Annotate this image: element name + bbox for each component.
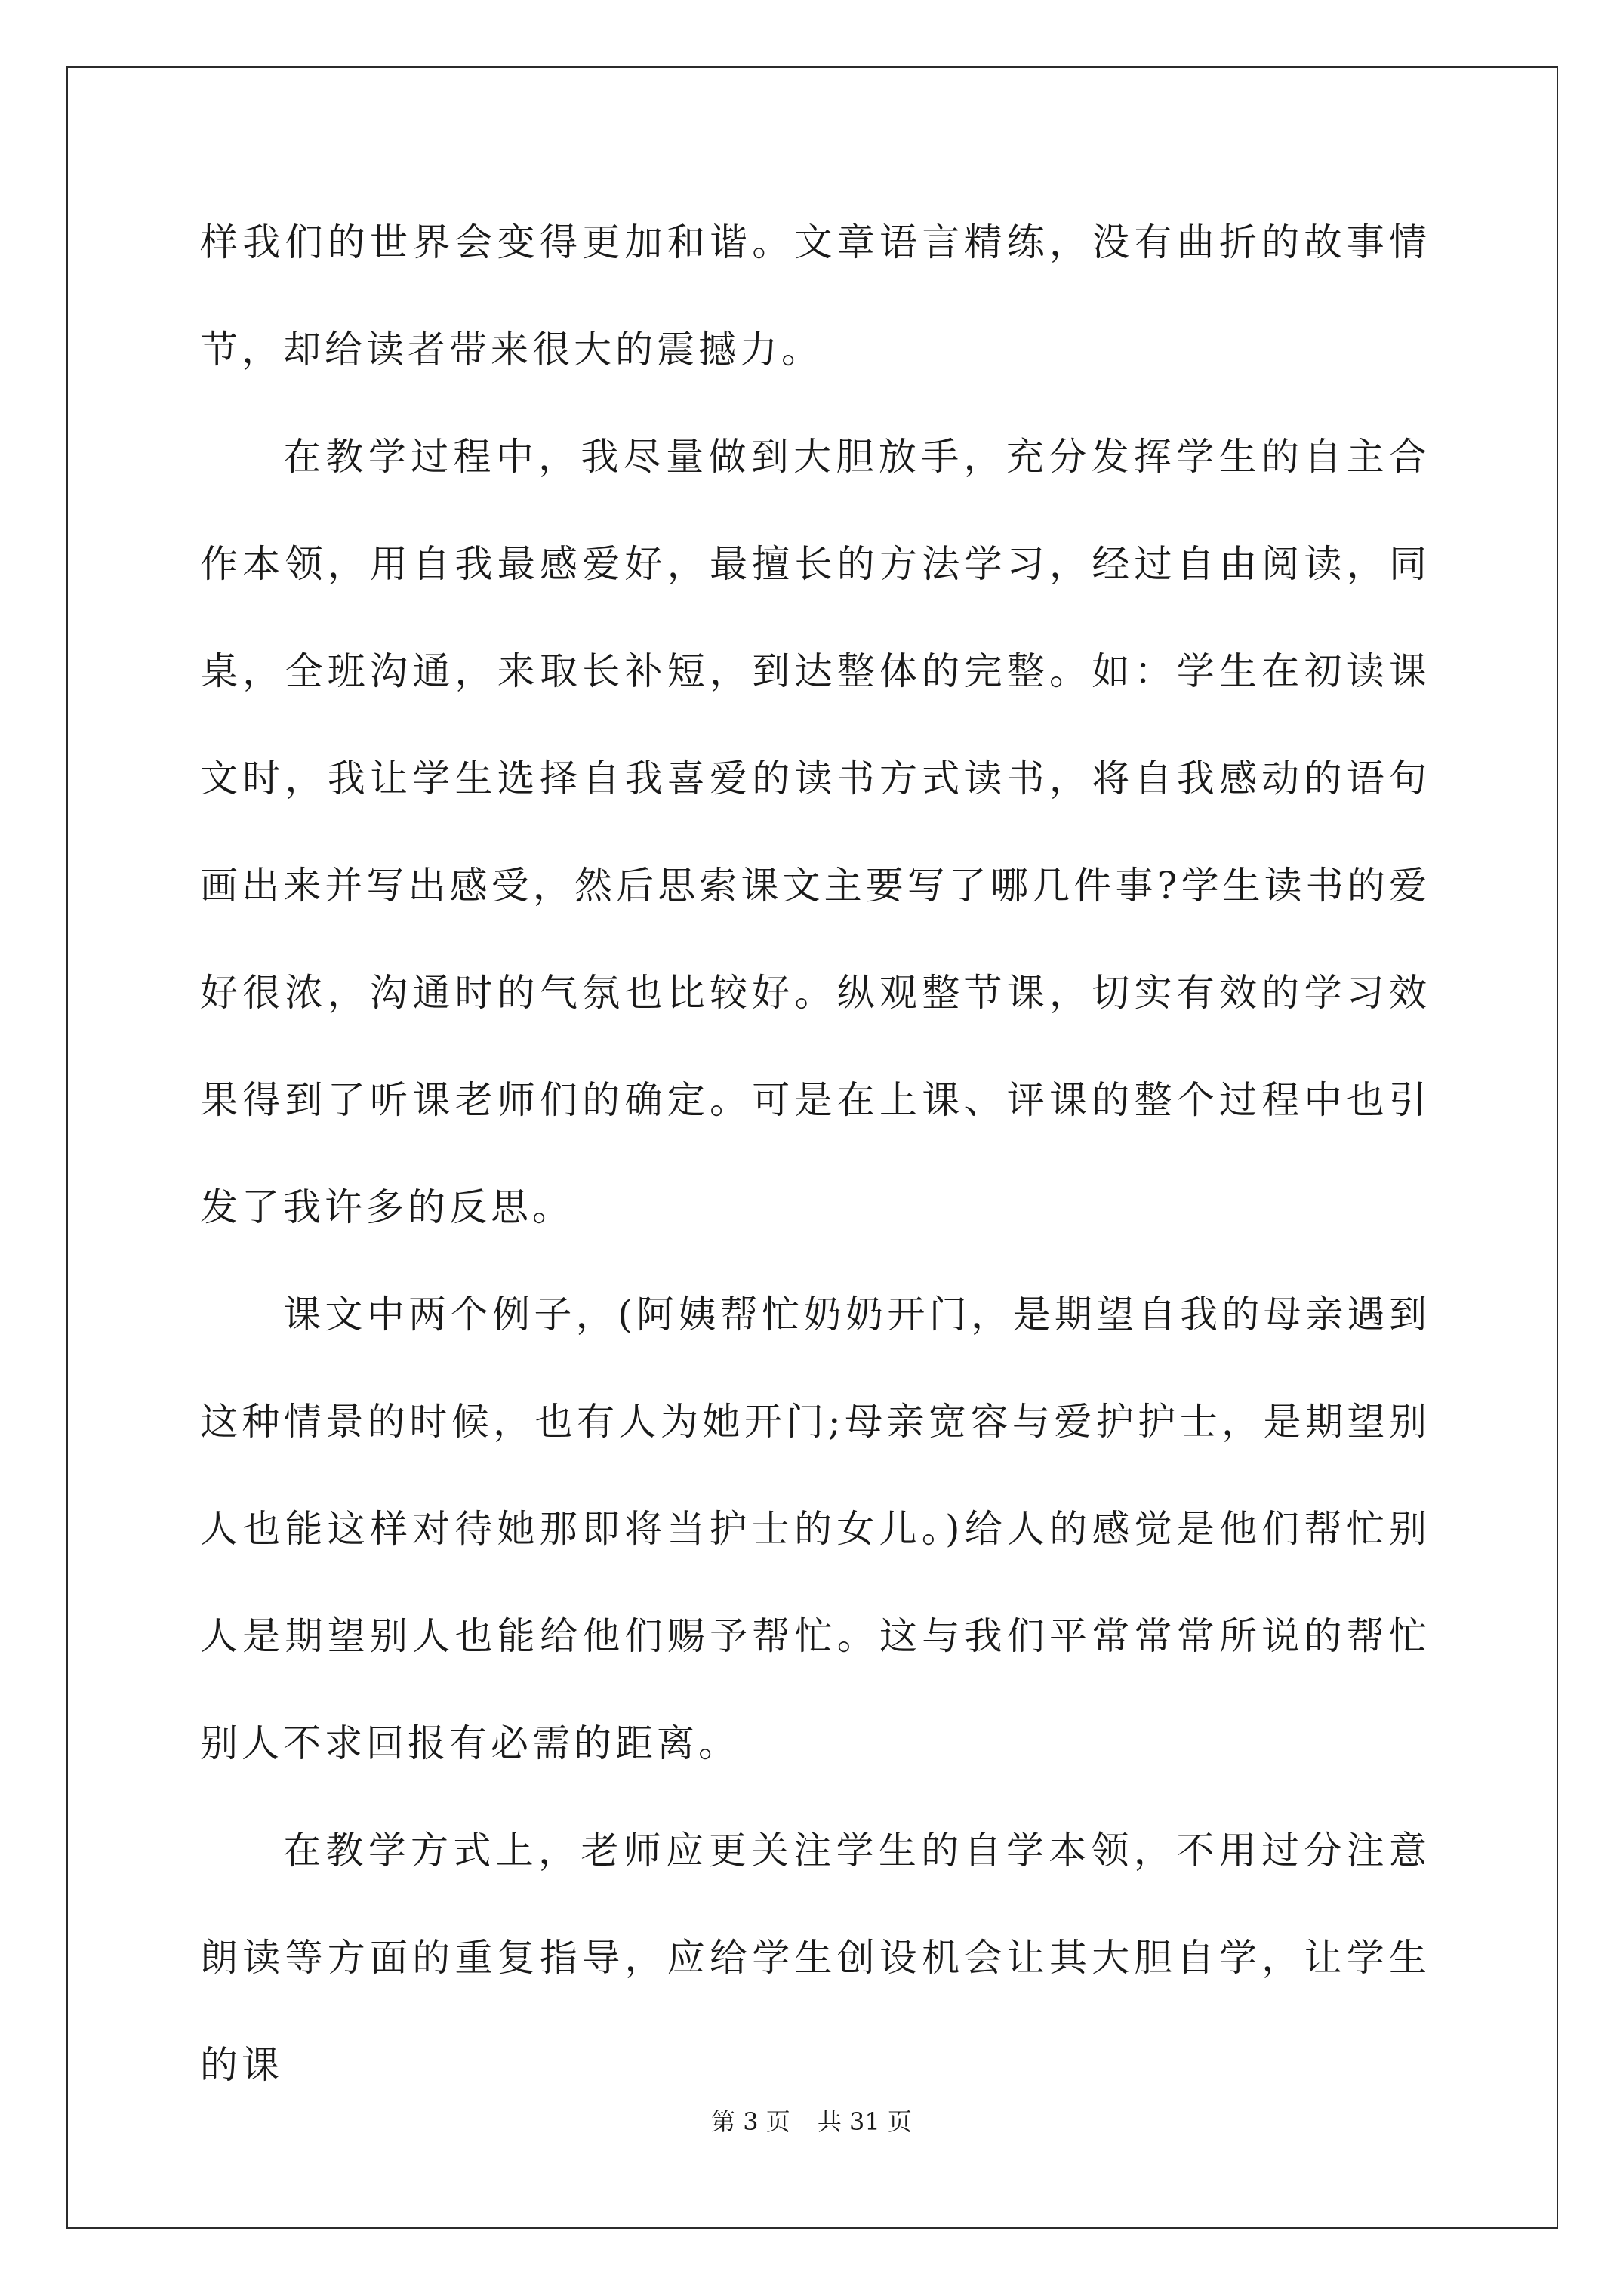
paragraph-continued: 样我们的世界会变得更加和谐。文章语言精练，没有曲折的故事情节，却给读者带来很大的震撼力。 (200, 220, 1431, 371)
paragraph-teaching-method: 在教学方式上，老师应更关注学生的自学本领，不用过分注意朗读等方面的重复指导，应给学生创设机会让其大胆自学，让学生的课 (200, 1829, 1431, 2087)
paragraph-examples: 课文中两个例子，(阿姨帮忙奶奶开门，是期望自我的母亲遇到这种情景的时候，也有人为她开门;母亲宽容与爱护护士，是期望别人也能这样对待她那即将当护士的女儿。)给人的感觉是他们帮忙别人是期望别人也能给他们赐予帮忙。这与我们平常常常所说的帮忙别人不求回报有必需的距离。 (200, 1293, 1431, 1765)
page-total: 共 31 页 (817, 2107, 912, 2136)
document-body (200, 189, 1431, 2119)
page-footer (0, 2103, 1623, 2137)
paragraph-teaching-process: 在教学过程中，我尽量做到大胆放手，充分发挥学生的自主合作本领，用自我最感爱好，最擅长的方法学习，经过自由阅读，同桌，全班沟通，来取长补短，到达整体的完整。如：学生在初读课文时，我让学生选择自我喜爱的读书方式读书，将自我感动的语句画出来并写出感受，然后思索课文主要写了哪几件事?学生读书的爱好很浓，沟通时的气氛也比较好。纵观整节课，切实有效的学习效果得到了听课老师们的确定。可是在上课、评课的整个过程中也引发了我许多的反思。 (200, 435, 1431, 1229)
page-number: 第 3 页 (711, 2107, 790, 2136)
